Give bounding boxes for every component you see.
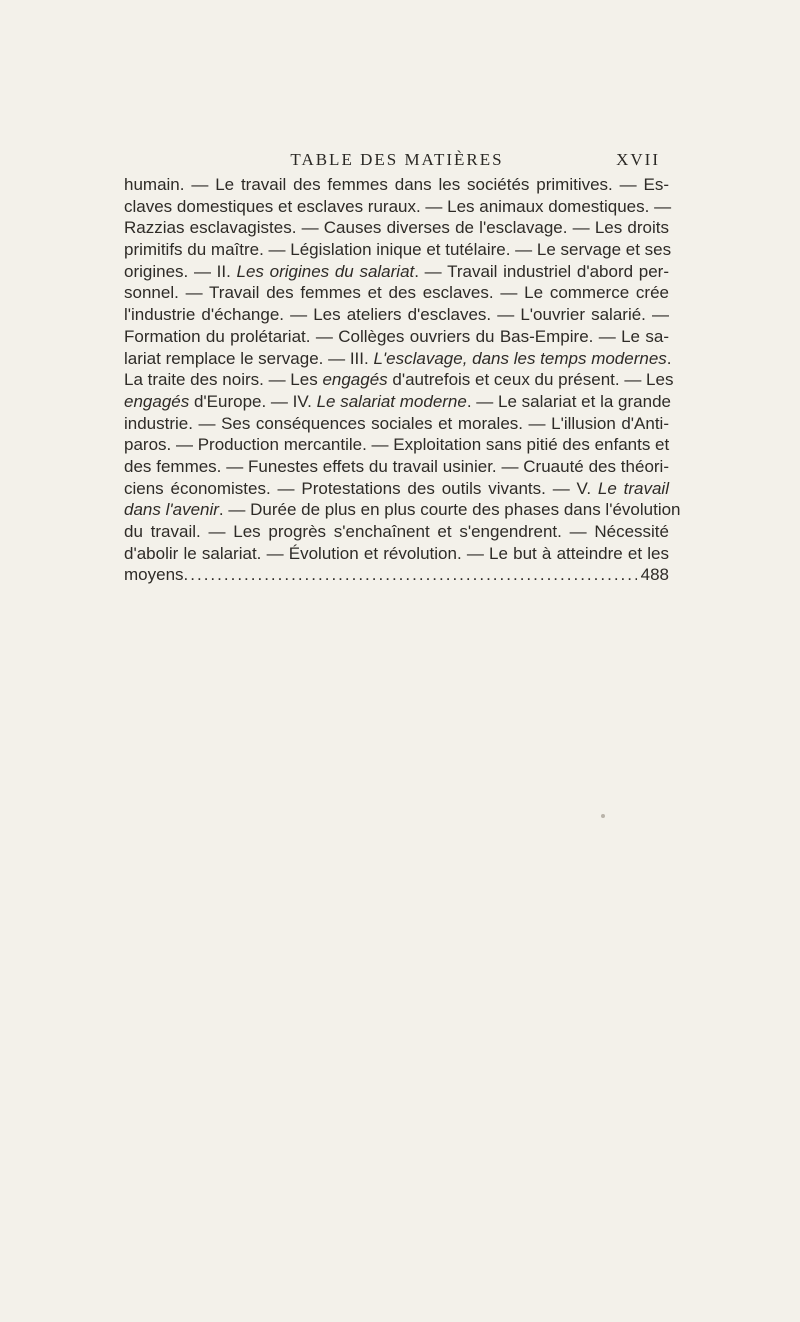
section-title: Les origines du salariat xyxy=(236,261,415,281)
emphasis: engagés xyxy=(322,370,388,390)
paper-speck xyxy=(601,814,605,818)
text-line: Formation du prolétariat. — Collèges ouvriers du Bas-Empire. — Le sa- xyxy=(124,326,669,346)
text-line: l'industrie d'échange. — Les ateliers d'esclaves. — L'ouvrier salarié. — xyxy=(124,305,669,325)
text-line: d'abolir le salariat. — Évolution et révolution. — Le but à atteindre et les xyxy=(124,543,669,563)
text-line: humain. — Le travail des femmes dans les sociétés primitives. — Es- xyxy=(124,175,669,194)
text-line: des femmes. — Funestes effets du travail usinier. — Cruauté des théori- xyxy=(124,456,669,476)
text-line: ciens économistes. — Protestations des outils vivants. — V. Le travail xyxy=(124,478,669,498)
emphasis: engagés xyxy=(124,391,190,411)
page-number: XVII xyxy=(616,150,660,169)
text-line: La traite des noirs. — Les engagés d'autrefois et ceux du présent. — Les xyxy=(124,370,674,390)
text-line: dans l'avenir. — Durée de plus en plus courte des phases dans l'évolution xyxy=(124,500,681,520)
running-title: TABLE DES MATIÈRES xyxy=(290,150,504,169)
text-line: sonnel. — Travail des femmes et des esclaves. — Le commerce crée xyxy=(124,283,669,303)
final-line xyxy=(124,564,669,586)
section-title: dans l'avenir xyxy=(124,500,219,520)
text-line: paros. — Production mercantile. — Exploitation sans pitié des enfants et xyxy=(124,435,670,455)
dot-leader xyxy=(184,564,637,586)
section-title: Le salariat moderne xyxy=(316,391,467,411)
page-header xyxy=(0,148,800,172)
table-of-contents-entry xyxy=(124,174,681,586)
text-line: Razzias esclavagistes. — Causes diverses de l'esclavage. — Les droits xyxy=(124,218,669,238)
text-line: industrie. — Ses conséquences sociales et morales. — L'illusion d'Anti- xyxy=(124,413,669,433)
section-title: Le travail xyxy=(597,478,669,498)
text-line: engagés d'Europe. — IV. Le salariat moderne. — Le salariat et la grande xyxy=(124,391,671,411)
text-line: lariat remplace le servage. — III. L'esclavage, dans les temps modernes. xyxy=(124,348,672,368)
text-line: origines. — II. Les origines du salariat. — Travail industriel d'abord per- xyxy=(124,261,669,281)
text-line: primitifs du maître. — Législation inique et tutélaire. — Le servage et ses xyxy=(124,240,672,260)
text-line: claves domestiques et esclaves ruraux. — Les animaux domestiques. — xyxy=(124,196,672,216)
text-line: du travail. — Les progrès s'enchaînent et s'engendrent. — Nécessité xyxy=(124,522,669,541)
section-title: L'esclavage, dans les temps modernes xyxy=(373,348,667,368)
page-reference: 488 xyxy=(640,565,669,585)
final-entry-text: moyens xyxy=(124,565,184,585)
